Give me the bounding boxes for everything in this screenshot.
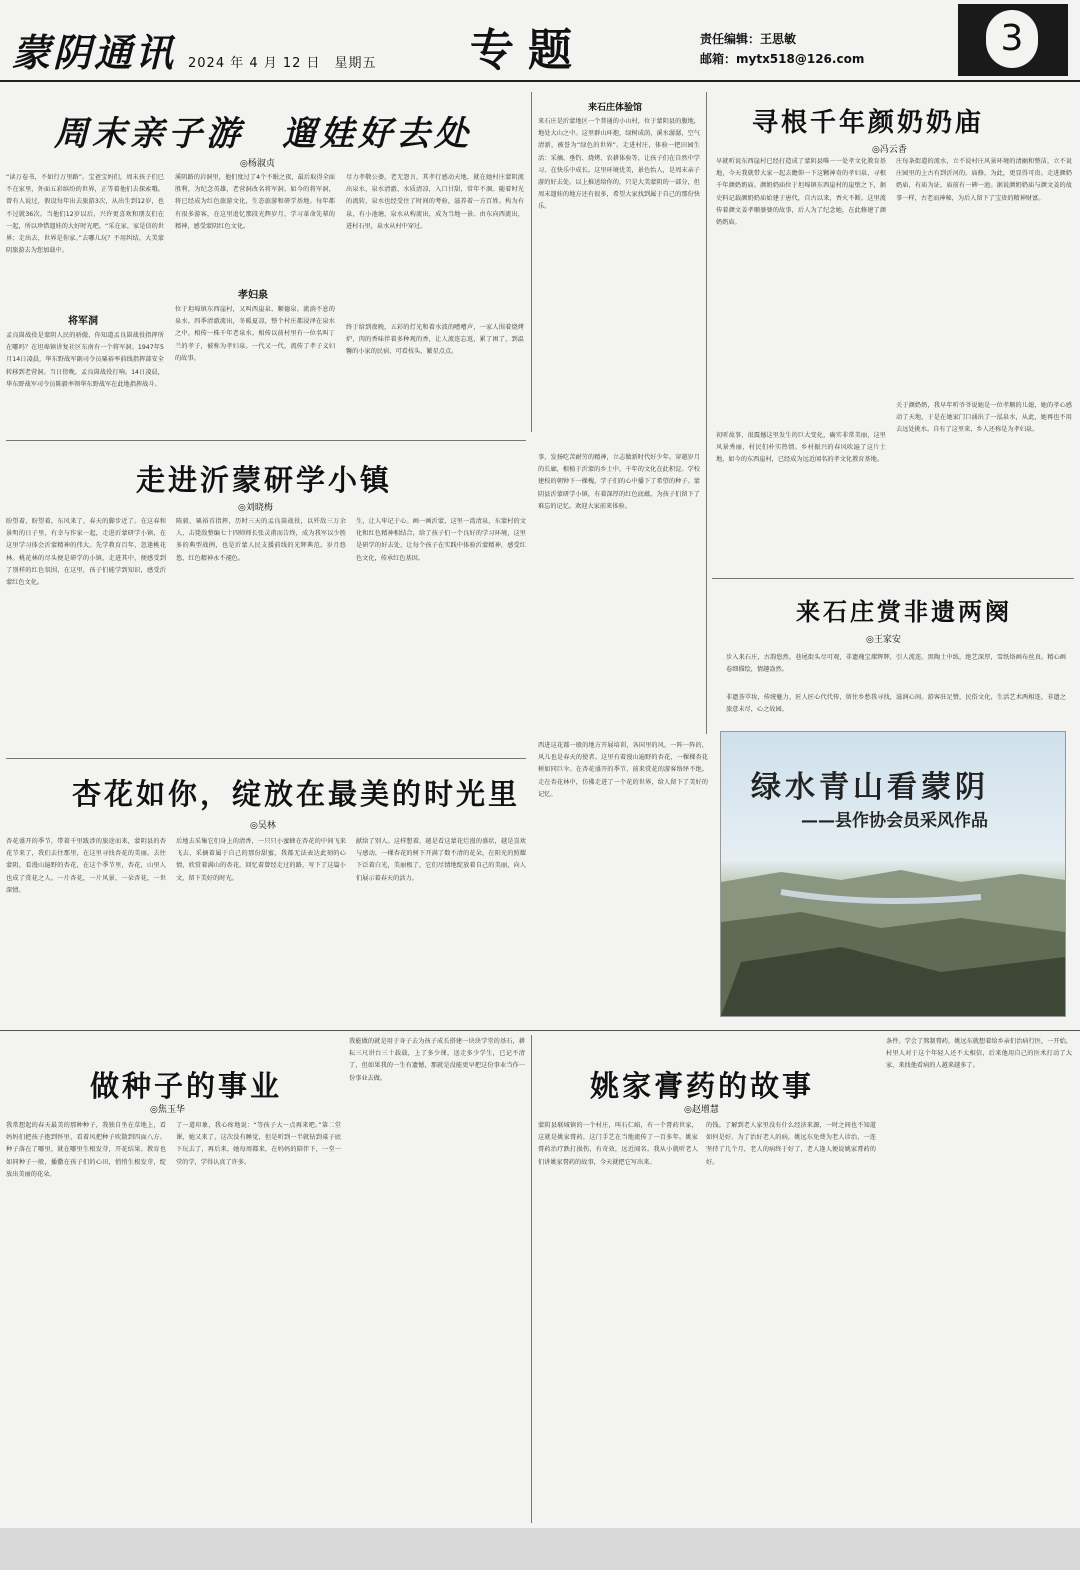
headline-seed-career: 做种子的事业 [90, 1069, 283, 1103]
article-text: 关于颜奶奶，我早年听爷爷说她是一位孝顺的儿媳，她的孝心感动了天地，于是在她家门口涌出了一泓泉水，从此，她再也不用去远处挑水。自有了这里来，乡人还称是为孝妇泉。 [896, 402, 1072, 434]
poem-text: 非遗荟萃妆，传统魅力，匠人匠心代代传，留住乡愁我寻找，滋润心间。游客驻足赞，民俗文化，生活艺术两相连，非遗之旅意未尽，心之故园。 [726, 694, 1066, 714]
email-contact: 邮箱：mytx518@126.com [700, 52, 865, 66]
byline: ◎冯云香 [872, 145, 907, 155]
column-divider [706, 92, 707, 734]
article-text: 生，让人牢记于心。画一画沂蒙，这里一湾清泉，东蒙村的文化和红色精神相结合，给了孩子们一个良好的学习环境，这里是研学的好去处，让每个孩子在实践中体验沂蒙精神，感受红色文化，传承红色基因。 [356, 518, 526, 562]
article-text: 孟良崮战役是蒙阴人民的骄傲，你知道孟良崮战役指挥所在哪吗？在坦埠镇讲复社区东南有一个将军洞。1947年5月14日凌晨，华东野战军副司令员粟裕率前线指挥部安全转移到老营洞。当日傍晚，孟良崮战役打响。14日凌晨，华东野战军司令员陈毅率领华东野战军在此地指挥战斗。 [6, 332, 164, 388]
article-text: 我常想起的春天最美的那种种子，我独自坐在草地上，看妈妈们把孩子抱到怀里，看着风把种子吹散到四面八方。种子落在了哪里，就在哪里生根发芽，开花结果。教育也如同种子一般，播撒在孩子们的心田，悄悄生根发芽，绽放出美丽的花朵。 [6, 1122, 166, 1178]
divider [712, 578, 1074, 579]
article-text: 溪阴路的岩洞里，他们度过了4个不眠之夜，最后取得全面胜利，为纪念英雄，老营洞改名将军洞。如今的将军洞，将已经成为红色旅游文化，生态旅游和研学基地。每年都有很多游客，在这里追忆那段光辉岁月，学习革命先辈的精神，感受蒙阴红色文化。 [175, 174, 335, 230]
issue-date: 2024 年 4 月 12 日 星期五 [188, 56, 377, 71]
photo-feature-title: 绿水青山看蒙阴 [751, 770, 989, 805]
article-text: 来石庄是沂蒙地区一个普通的小山村，位于蒙阴县的腹地，地处大山之中。这里群山环抱，绿树成荫，溪水潺潺，空气清新，被誉为“绿色的世界”。走进村庄，体验一把田园生活：采摘、垂钓、烧烤、农耕体验等，让孩子们在自然中学习、在快乐中成长。这里环境优美，景色怡人，是周末亲子游的好去处。以上推送给你的，只是大美蒙阴的一部分，但周末遛娃的地方还有很多，希望大家找到属于自己的那份快乐。 [538, 118, 700, 211]
article-text: 西进这花都一般的地方开展培训，各国里的风，一阵一阵的，风儿也是春天的使者。这里有着漫山遍野的杏花，一棵棵杏花树如同巨伞。在杏花盛开的季节，前来赏花的游客络绎不绝。走在杏花林中，仿佛走进了一个花的世界，给人留下了美好的记忆。 [538, 742, 708, 798]
byline: ◎杨淑贞 [240, 159, 275, 169]
byline: ◎吴林 [250, 821, 276, 831]
divider [0, 1030, 1080, 1031]
article-text: “读万卷书，不如行万里路”。宝爸宝妈们，周末孩子们已不在家里，外面五彩缤纷的世界，正等着他们去探索哦。曾有人说过，假设每年出去旅游3次，从出生到12岁，也不过就36次。当他们12岁以后，兴许更喜欢和朋友们在一起，所以珍惜遛娃的大好时光吧。“采在家，家是信的世界；走出去，世界是你家。”去哪儿玩？不用纠结，大美蒙阴旅游去为您加载中。 [6, 174, 164, 255]
article-text: 了一道印象，我心疼地说：“等孩子大一点再来吧。”第二堂课，她又来了，这次没有睡觉，但是听到一半就钻到桌子底下玩去了，再后来，她每周都来，在妈妈的陪伴下，一堂一堂的学，学得认真了许多。 [176, 1122, 341, 1166]
article-text: 后地去采集它们身上的清香，一只只小蜜蜂在杏花的中间飞来飞去，采摘着属于自己的那份甜蜜，我都无法表达此刻的心情，欣赏着满山的杏花，回忆着曾经走过的路，写下了这篇小文，留下美好的时光。 [176, 838, 346, 882]
headline-yan-temple: 寻根千年颜奶奶庙 [752, 108, 985, 138]
article-text: 陈毅、粟裕首指挥，历时三天的孟良崮战役，以歼敌三万余人、击毙敌整编七十四师师长张灵甫而告终，成为我军以少胜多的典型战例，也是沂蒙人民支援前线的光辉典范。岁月悠悠，红色精神永不褪色。 [176, 518, 346, 562]
headline-yao-plaster: 姚家膏药的故事 [590, 1069, 815, 1103]
page-number-box [958, 4, 1068, 76]
page-footer-band [0, 1528, 1080, 1570]
article-text: 的钱。了解到老人家里没有什么经济来源，一时之间也不知道如何是好。为了治好老人的病，姚远东免费为老人诊治，一连坚持了几个月，老人的病终于好了，老人逢人便说姚家膏药的好。 [706, 1122, 876, 1166]
article-text: 蒙阴县联城镇的一个村庄，叫石仁峪，有一个膏药世家，这就是姚家膏药，这门手艺在当地流传了一百多年。姚家膏药治疗跌打损伤，有奇效，远近闻名。我从小就听老人们讲姚家膏药的故事，今天就把它写出来。 [538, 1122, 698, 1166]
byline: ◎赵增慧 [684, 1105, 719, 1115]
poem-text: 步入来石庄，古韵悠然，巷尾街头尽可观，非遗瑰宝璨辉辉，引人流连。黑陶土中练，绝艺深厚，雪纸烙画布丝真。精心画卷细描绘，情趣盎然。 [726, 654, 1066, 674]
article-text: 终于给到夜晚，五彩的灯光和着水波的嘈嘈声，一家人围着烧烤炉，肉的香味伴着多种观的香，让人流连忘返，累了困了，到温馨的小家的民宿，可看枝头，繁星点点。 [346, 324, 524, 356]
headline-intangible-heritage: 来石庄赏非遗两阕 [796, 598, 1012, 626]
subheading-filial-spring: 孝妇泉 [238, 290, 268, 301]
article-text: 盼望着，盼望着，东风来了，春天的脚步近了。在这春和景明的日子里，有幸与作家一起，走进沂蒙研学小镇，在这里学习体会沂蒙精神的伟大。先学教育百年，忽逢桃花林。桃花林的尽头便是研学的小镇，走进其中，便感受到了别样的红色氛围，在这里，孩子们能学到知识，感受沂蒙红色文化。 [6, 518, 166, 587]
paper-name: 蒙阴通讯 [12, 30, 177, 75]
headline-study-town: 走进沂蒙研学小镇 [136, 463, 393, 497]
article-text: 献给了别人。这样想着，越是看这蒙花烂漫的盛状，越是喜欢与感动，一棵杏花的树下开满了数不清的花朵，在阳光的照耀下泛着白光，美丽极了，它们尽情地绽放着自己的美丽，向人们展示着春天的活力。 [356, 838, 526, 882]
editor-credit: 责任编辑：王思敏 [700, 32, 797, 46]
article-text: 杏花盛开的季节，带着千里跋涉的旅途而来，蒙阴县的杏花节来了，我们去往那里，在这里寻找杏花的美丽。去往蒙阴，看漫山遍野的杏花，在这个季节里，杏花，山里人也成了赏花之人。一片杏花，一片风景，一朵杏花，一世深情。 [6, 838, 166, 894]
article-text: 条件。学会了熬制膏药，姚远东就想着给乡亲们治病行医，一开始，村里人对于这个年轻人还不太相信，后来他用自己的医术打动了大家，来找他看病的人越来越多了。 [886, 1038, 1072, 1070]
section-title: 专题 [470, 25, 586, 76]
column-divider [531, 92, 532, 432]
byline: ◎焦玉华 [150, 1105, 185, 1115]
subheading-general-cave: 将军洞 [68, 316, 98, 327]
masthead-rule [0, 80, 1080, 82]
divider [6, 758, 526, 759]
byline: ◎王家安 [866, 635, 901, 645]
article-text: 庄每条街道的流水，立不说村庄风景环境的清幽和整洁，立不说庄园里的上古有到沂河的。庙修，为此，更显得可贵。走进颜奶奶庙，有庙为证，庙前有一碑一池。据说颜奶奶庙与颜文姜的故事一样，古老而神秘，为后人留下了宝贵的精神财富。 [896, 158, 1072, 202]
article-text: 事，发扬吃苦耐劳的精神，立志做新时代好少年。穿越岁月的长廊，根植于沂蒙的乡土中，千年的文化在此积淀。学校建校的朝钟下一棵槐，学子们的心中播下了希望的种子。蒙阴县沂蒙研学小镇，有着深厚的红色底蕴，为孩子们留下了难忘的记忆。欢迎大家前来体验。 [538, 454, 700, 510]
subheading-laishizhuang: 来石庄体验馆 [588, 103, 643, 113]
article-text: 位于坦埠镇东西崖村，又叫西崖泉、顺德泉。流淌不息的泉水，四季清澈流出，冬暖夏凉，整个村庄都浸泽在泉水之中，相传一株千年老泉水。相传以前村里有一位名叫丁兰的孝子，被称为孝妇泉。一代又一代，流传了孝子义妇的故事。 [175, 306, 335, 362]
article-text: 初听故事，很震撼这里发生的巨大变化，确实非常美丽，这里风景秀丽，村民们朴实热情。乡村振兴的春风吹遍了这片土地，如今的东西崖村，已经成为远近闻名的孝文化教育基地。 [716, 432, 886, 464]
headline-weekend-trip: 周末亲子游 遛娃好去处 [54, 114, 472, 154]
byline: ◎刘晓梅 [238, 503, 273, 513]
headline-apricot-blossom: 杏花如你，绽放在最美的时光里 [72, 777, 521, 811]
article-text: 早就听说东西崖村已经打造成了蒙阴县唯一一处孝文化教育基地，今天我就带大家一起去瞻仰一下这颗神奇的孝妇泉，寻根千年颜奶奶庙。颜奶奶庙位于坦埠镇东西崖村的崖壁之下，据史料记载颜奶奶庙始建于唐代，自古以来，香火不断。这里流传着颜文姜孝顺婆婆的故事，后人为了纪念她，在此修建了颜奶奶庙。 [716, 158, 886, 227]
column-divider [531, 1035, 532, 1523]
article-text: 尽力孝敬公婆，老无怨言，其孝行感动天地，就在她村庄蒙阴流出泉水，泉水清澈、水质清凉，入口甘甜，常年不涸。随着时光的流转，泉水也经受住了时间的考验，滋养着一方百姓。构为有泉，有小池塘，泉水从构流出，成为当地一景。由东向西流出，进村石里，泉水从村中穿过。 [346, 174, 524, 230]
divider [6, 440, 526, 441]
article-text: 我能做的就是用于身子去为孩子成长搭建一块块学堂的基石，耕耘三尺讲台三十载载，上了多少课，送走多少学生，已记不清了，但如果我的一生有遗憾，那就是没能更早把这份事业当作一份事业去做。 [349, 1038, 525, 1082]
landscape-photo [720, 731, 1066, 1017]
photo-feature-subtitle: ——县作协会员采风作品 [801, 811, 988, 831]
page-number: 3 [986, 10, 1038, 68]
